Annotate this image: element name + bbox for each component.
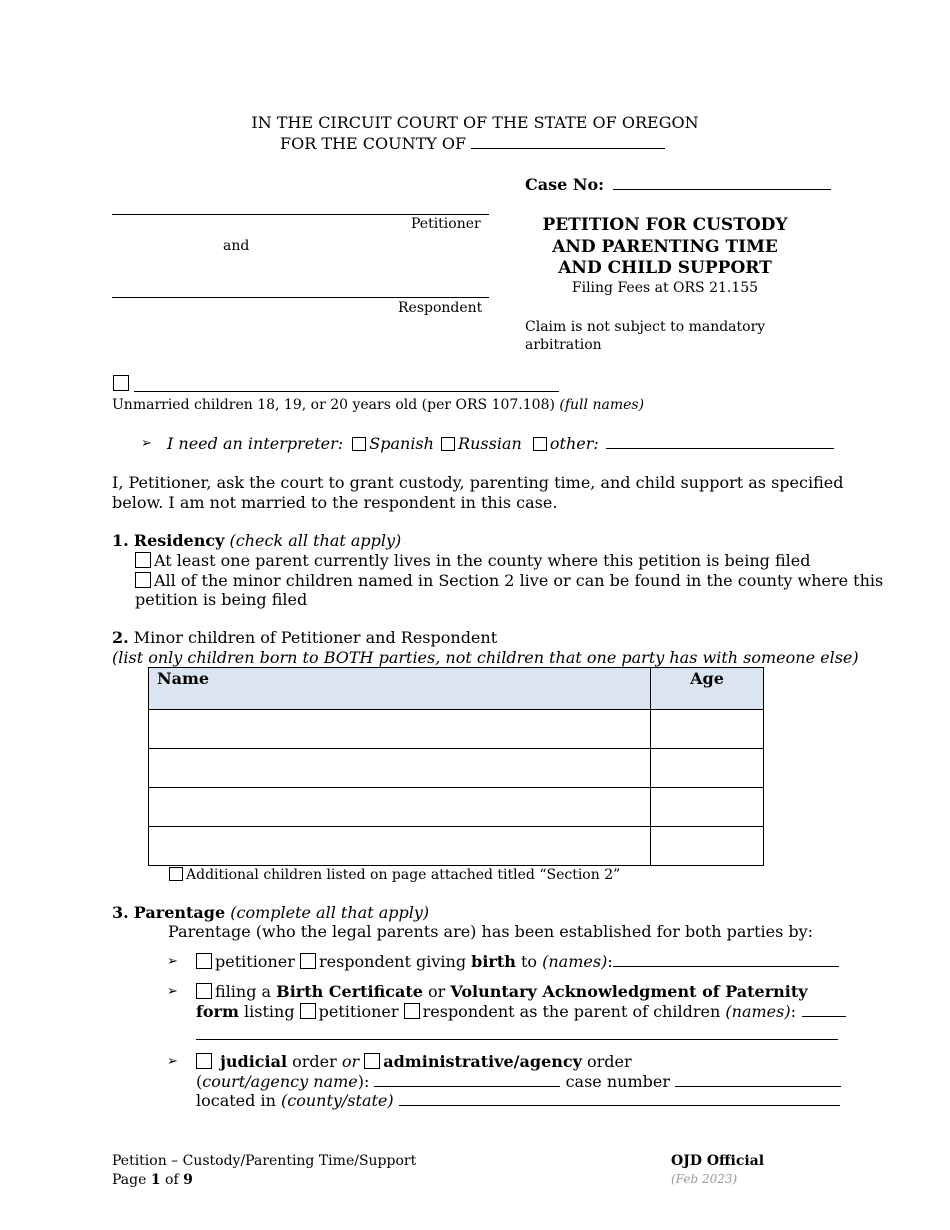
arbitration-line2: arbitration — [525, 337, 602, 353]
agency-order-checkbox[interactable] — [364, 1053, 380, 1069]
table-row — [149, 827, 764, 866]
other-language-label: other: — [549, 434, 599, 453]
and-label: and — [223, 238, 250, 254]
county-state-hint: (county/state) — [281, 1091, 394, 1110]
birth-word: birth — [471, 952, 516, 971]
arbitration-line1: Claim is not subject to mandatory — [525, 319, 766, 335]
table-row — [149, 788, 764, 827]
court-agency-field[interactable] — [374, 1072, 560, 1087]
unmarried-children-checkbox[interactable] — [113, 375, 129, 391]
certificate-petitioner-label: petitioner — [318, 1002, 399, 1021]
intro-line1: I, Petitioner, ask the court to grant custody, parenting time, and child support as specified — [112, 473, 844, 492]
page-total: 9 — [183, 1172, 193, 1188]
respondent-label: Respondent — [398, 300, 483, 316]
table-row — [149, 749, 764, 788]
case-number-field[interactable] — [613, 175, 831, 190]
page-label: Page — [112, 1172, 147, 1188]
table-row — [149, 710, 764, 749]
residency-option2-checkbox[interactable] — [135, 572, 151, 588]
child-name-cell[interactable] — [149, 710, 651, 749]
certificate-petitioner-checkbox[interactable] — [300, 1003, 316, 1019]
county-state-field[interactable] — [399, 1091, 840, 1106]
residency-option1-checkbox[interactable] — [135, 552, 151, 568]
section2-hint: (list only children born to BOTH parties, not children that one party has with someone else) — [112, 648, 859, 667]
residency-option1-label: At least one parent currently lives in the county where this petition is being filed — [154, 551, 811, 570]
listing-word: listing — [244, 1002, 295, 1021]
section3-intro: Parentage (who the legal parents are) has been established for both parties by: — [168, 922, 814, 941]
residency-option2 — [135, 571, 883, 591]
section3-hint: (complete all that apply) — [230, 903, 430, 922]
document-title — [520, 215, 810, 280]
section3-number: 3. — [112, 903, 129, 922]
certificate-names-field[interactable] — [802, 1002, 846, 1017]
children-table-header — [149, 668, 764, 710]
section2-number: 2. — [112, 628, 129, 647]
child-age-cell[interactable] — [651, 749, 764, 788]
spanish-label: Spanish — [369, 434, 434, 453]
court-agency-line: (court/agency name): case number — [196, 1072, 841, 1092]
title-line1: PETITION FOR CUSTODY — [542, 215, 788, 235]
arrow-bullet-icon: ➢ — [167, 984, 178, 999]
name-column-header: Name — [149, 668, 651, 710]
residency-options — [135, 551, 883, 610]
intro-paragraph — [112, 473, 843, 512]
unmarried-children-field[interactable] — [134, 391, 559, 392]
child-age-cell[interactable] — [651, 788, 764, 827]
child-age-cell[interactable] — [651, 827, 764, 866]
parentage-birth-item: petitioner respondent giving birth to (names): — [196, 952, 839, 972]
located-in-label: located in — [196, 1091, 276, 1110]
respondent-name-field[interactable] — [112, 297, 489, 298]
section3-title: Parentage — [133, 903, 226, 922]
other-language-checkbox[interactable] — [533, 437, 547, 451]
other-language-field[interactable] — [606, 434, 834, 449]
parentage-certificate-item — [196, 982, 808, 1002]
russian-label: Russian — [458, 434, 522, 453]
section1-hint: (check all that apply) — [229, 531, 402, 550]
petitioner-label: Petitioner — [411, 216, 481, 232]
located-in-line — [196, 1091, 840, 1111]
unmarried-children-label: Unmarried children 18, 19, or 20 years old (per ORS 107.108) — [112, 397, 555, 413]
section2-title: Minor children of Petitioner and Respondent — [133, 628, 498, 647]
filing-fees: Filing Fees at ORS 21.155 — [571, 280, 759, 296]
county-label: FOR THE COUNTY OF — [280, 134, 467, 153]
title-line3: AND CHILD SUPPORT — [558, 258, 772, 278]
additional-children — [169, 866, 620, 884]
arrow-bullet-icon: ➢ — [141, 436, 152, 451]
case-number-label-2: case number — [565, 1072, 670, 1091]
residency-option2-continued: petition is being filed — [135, 590, 308, 609]
case-number-label: Case No: — [525, 175, 605, 194]
interpreter-label: I need an interpreter: — [167, 434, 344, 453]
arrow-bullet-icon: ➢ — [167, 1054, 178, 1069]
section1-heading — [112, 531, 401, 551]
title-line2: AND PARENTING TIME — [552, 236, 778, 257]
or-word-italic: or — [341, 1052, 360, 1071]
filing-a-label: filing a — [215, 982, 272, 1001]
order-word-2: order — [587, 1052, 632, 1071]
arbitration-note — [525, 318, 765, 354]
child-name-cell[interactable] — [149, 749, 651, 788]
certificate-names-field-continued[interactable] — [196, 1039, 838, 1040]
additional-children-checkbox[interactable] — [169, 867, 183, 881]
to-word: to — [520, 952, 538, 971]
certificate-respondent-label: respondent as the parent of children — [422, 1002, 721, 1021]
birth-petitioner-label: petitioner — [215, 952, 295, 971]
page-of: of — [165, 1172, 179, 1188]
spanish-checkbox[interactable] — [352, 437, 366, 451]
parentage-certificate-item-cont: form listing petitioner respondent as the parent of children (names): — [196, 1002, 846, 1022]
child-name-cell[interactable] — [149, 788, 651, 827]
or-word: or — [428, 982, 446, 1001]
county-line — [280, 134, 665, 154]
judicial-label: judicial — [220, 1052, 288, 1071]
footer-date: (Feb 2023) — [671, 1172, 738, 1186]
court-agency-label: court/agency name — [202, 1072, 358, 1091]
birth-respondent-label: respondent giving — [318, 952, 467, 971]
section2-heading — [112, 628, 497, 648]
page-current: 1 — [150, 1172, 161, 1188]
parentage-order-item — [196, 1052, 632, 1072]
form-word: form — [196, 1002, 239, 1021]
court-heading-line1: IN THE CIRCUIT COURT OF THE STATE OF OREGON — [251, 113, 699, 132]
footer-page-number — [112, 1171, 193, 1189]
section3-heading — [112, 903, 429, 923]
certificate-names-hint: (names) — [725, 1002, 791, 1021]
county-field[interactable] — [471, 134, 665, 149]
order-word: order — [292, 1052, 337, 1071]
birth-names-hint: (names) — [542, 952, 608, 971]
intro-line2: below. I am not married to the respondent in this case. — [112, 492, 558, 512]
footer-official: OJD Official — [671, 1153, 765, 1169]
birth-names-field[interactable] — [613, 952, 839, 967]
additional-children-label: Additional children listed on page attached titled “Section 2” — [186, 867, 621, 883]
children-table — [148, 667, 764, 866]
birth-certificate-label: Birth Certificate — [276, 982, 423, 1001]
judicial-order-checkbox[interactable] — [196, 1053, 212, 1069]
interpreter-line — [167, 434, 834, 454]
vap-label: Voluntary Acknowledgment of Paternity — [450, 982, 808, 1001]
unmarried-children-caption — [112, 396, 644, 414]
certificate-respondent-checkbox[interactable] — [404, 1003, 420, 1019]
case-number-field-2[interactable] — [675, 1072, 841, 1087]
child-age-cell[interactable] — [651, 710, 764, 749]
birth-petitioner-checkbox[interactable] — [196, 953, 212, 969]
age-column-header: Age — [651, 668, 764, 710]
footer-form-name: Petition – Custody/Parenting Time/Support — [112, 1153, 417, 1169]
residency-option2-label: All of the minor children named in Section 2 live or can be found in the county where this — [154, 570, 884, 590]
section1-title: Residency — [133, 531, 225, 550]
russian-checkbox[interactable] — [441, 437, 455, 451]
case-number — [525, 175, 831, 195]
child-name-cell[interactable] — [149, 827, 651, 866]
agency-label: administrative/agency — [383, 1052, 582, 1071]
certificate-checkbox[interactable] — [196, 983, 212, 999]
unmarried-children-hint: (full names) — [559, 397, 645, 413]
residency-option1 — [135, 551, 883, 571]
birth-respondent-checkbox[interactable] — [300, 953, 316, 969]
arrow-bullet-icon: ➢ — [167, 954, 178, 969]
section1-number: 1. — [112, 531, 129, 550]
